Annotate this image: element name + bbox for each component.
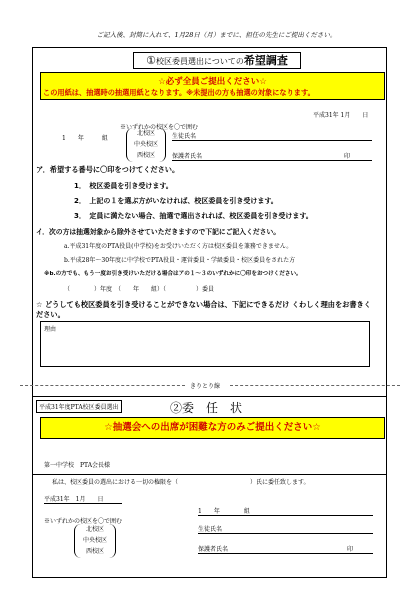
proxy-school-option-north[interactable]: 北校区: [85, 526, 104, 533]
proxy-school-option-west[interactable]: 西校区: [85, 548, 104, 555]
school-option-west[interactable]: 西校区: [136, 152, 155, 159]
survey-circle-note: ※いずれかの校区を〇で囲む: [120, 124, 199, 131]
proxy-addressee: 第一中学校 PTA会長様: [44, 462, 111, 469]
survey-grade-class: 1 年 組: [62, 135, 108, 142]
reason-label: 理由: [44, 326, 57, 333]
header-instruction: ご記入後、封筒に入れて、1月28日（月）までに、担任の先生にご提出ください。: [96, 31, 337, 39]
reason-textbox[interactable]: [40, 321, 370, 367]
option-1[interactable]: 1． 校区委員を引き受けます。: [74, 182, 173, 190]
student-name-label: 生徒氏名: [172, 133, 197, 140]
survey-title-large: 希望調査: [243, 54, 288, 67]
proxy-guardian-name-field[interactable]: [198, 544, 373, 554]
proxy-date: 平成31年 1月 日: [44, 494, 122, 504]
proxy-title: ②委 任 状: [170, 401, 243, 415]
survey-guardian-name-field[interactable]: [172, 151, 372, 161]
seal-mark: 印: [343, 153, 350, 160]
must-submit-text: ☆必ず全員ご提出ください☆: [158, 77, 267, 87]
guardian-name-label: 保護者氏名: [172, 153, 203, 160]
proxy-delegation-text[interactable]: 私は、校区委員の選出における一切の権限を（ ）氏に委任致します。: [52, 479, 310, 486]
cut-line-label: きりとり線: [190, 383, 221, 390]
proxy-seal-mark: 印: [346, 546, 353, 553]
proxy-school-select[interactable]: [74, 524, 116, 558]
survey-notice-banner: [40, 72, 385, 100]
proxy-guardian-name-label: 保護者氏名: [198, 546, 229, 553]
proxy-student-name-label: 生徒氏名: [198, 526, 223, 533]
proxy-school-option-central[interactable]: 中央校区: [82, 537, 107, 544]
exclusion-item-b: b.平成28年～30年度に中学校でPTA役員・運営委員・学級委員・校区委員をされた方: [64, 257, 296, 264]
section-a-heading: ア．希望する番号に〇印をつけてください。: [36, 165, 180, 174]
survey-school-select[interactable]: [126, 128, 166, 162]
proxy-grade-class[interactable]: 1 年 組: [198, 506, 373, 516]
survey-student-name-field[interactable]: [172, 131, 372, 141]
section-b-heading: イ．次の方は抽選対象から除外させていただきますので下記にご記入ください。: [36, 228, 281, 236]
proxy-notice-banner: ☆抽選会への出席が困難な方のみご提出ください☆: [40, 417, 385, 439]
proxy-banner: 平成31年度PTA校区委員選出: [36, 400, 122, 413]
survey-title-small: 校区委員選出についての: [156, 57, 244, 66]
school-option-central[interactable]: 中央校区: [133, 141, 158, 148]
role-history-fill-line[interactable]: （ ）年度 （ 年 組）（ ）委員: [64, 286, 215, 293]
option-3[interactable]: 3． 定員に満たない場合、抽選で選出されれば、校区委員を引き受けます。: [74, 212, 313, 220]
cut-line-right: [230, 385, 400, 386]
survey-title: [133, 52, 301, 69]
school-option-north[interactable]: 北校区: [136, 130, 155, 137]
cut-line-left: [20, 385, 185, 386]
section-c-heading: ☆ どうしても校区委員を引き受けることができない場合は、下記にできるだけ くわしく理由をお書きください。: [36, 300, 371, 319]
proxy-circle-note: ※いずれかの校区を〇で囲む: [44, 518, 123, 525]
lottery-note-text: この用紙は、抽選時の抽選用紙となります。※未提出の方も抽選の対象になります。: [43, 88, 315, 97]
option-2[interactable]: 2． 上記の１を選ぶ方がいなければ、校区委員を引き受けます。: [74, 197, 278, 205]
proxy-student-name-field[interactable]: [198, 524, 373, 534]
exclusion-item-a: a.平成31年度のPTA役員(中学校)をお受けいただく方は校区委員を兼務できません。: [64, 243, 293, 250]
exclusion-note: ※b.の方でも、もう一度お引き受けいただける場合はアの１～３のいずれかに〇印をおつけください。: [44, 271, 302, 277]
survey-title-number: ①: [146, 54, 157, 67]
survey-date: 平成31年 1月 日: [313, 112, 369, 119]
